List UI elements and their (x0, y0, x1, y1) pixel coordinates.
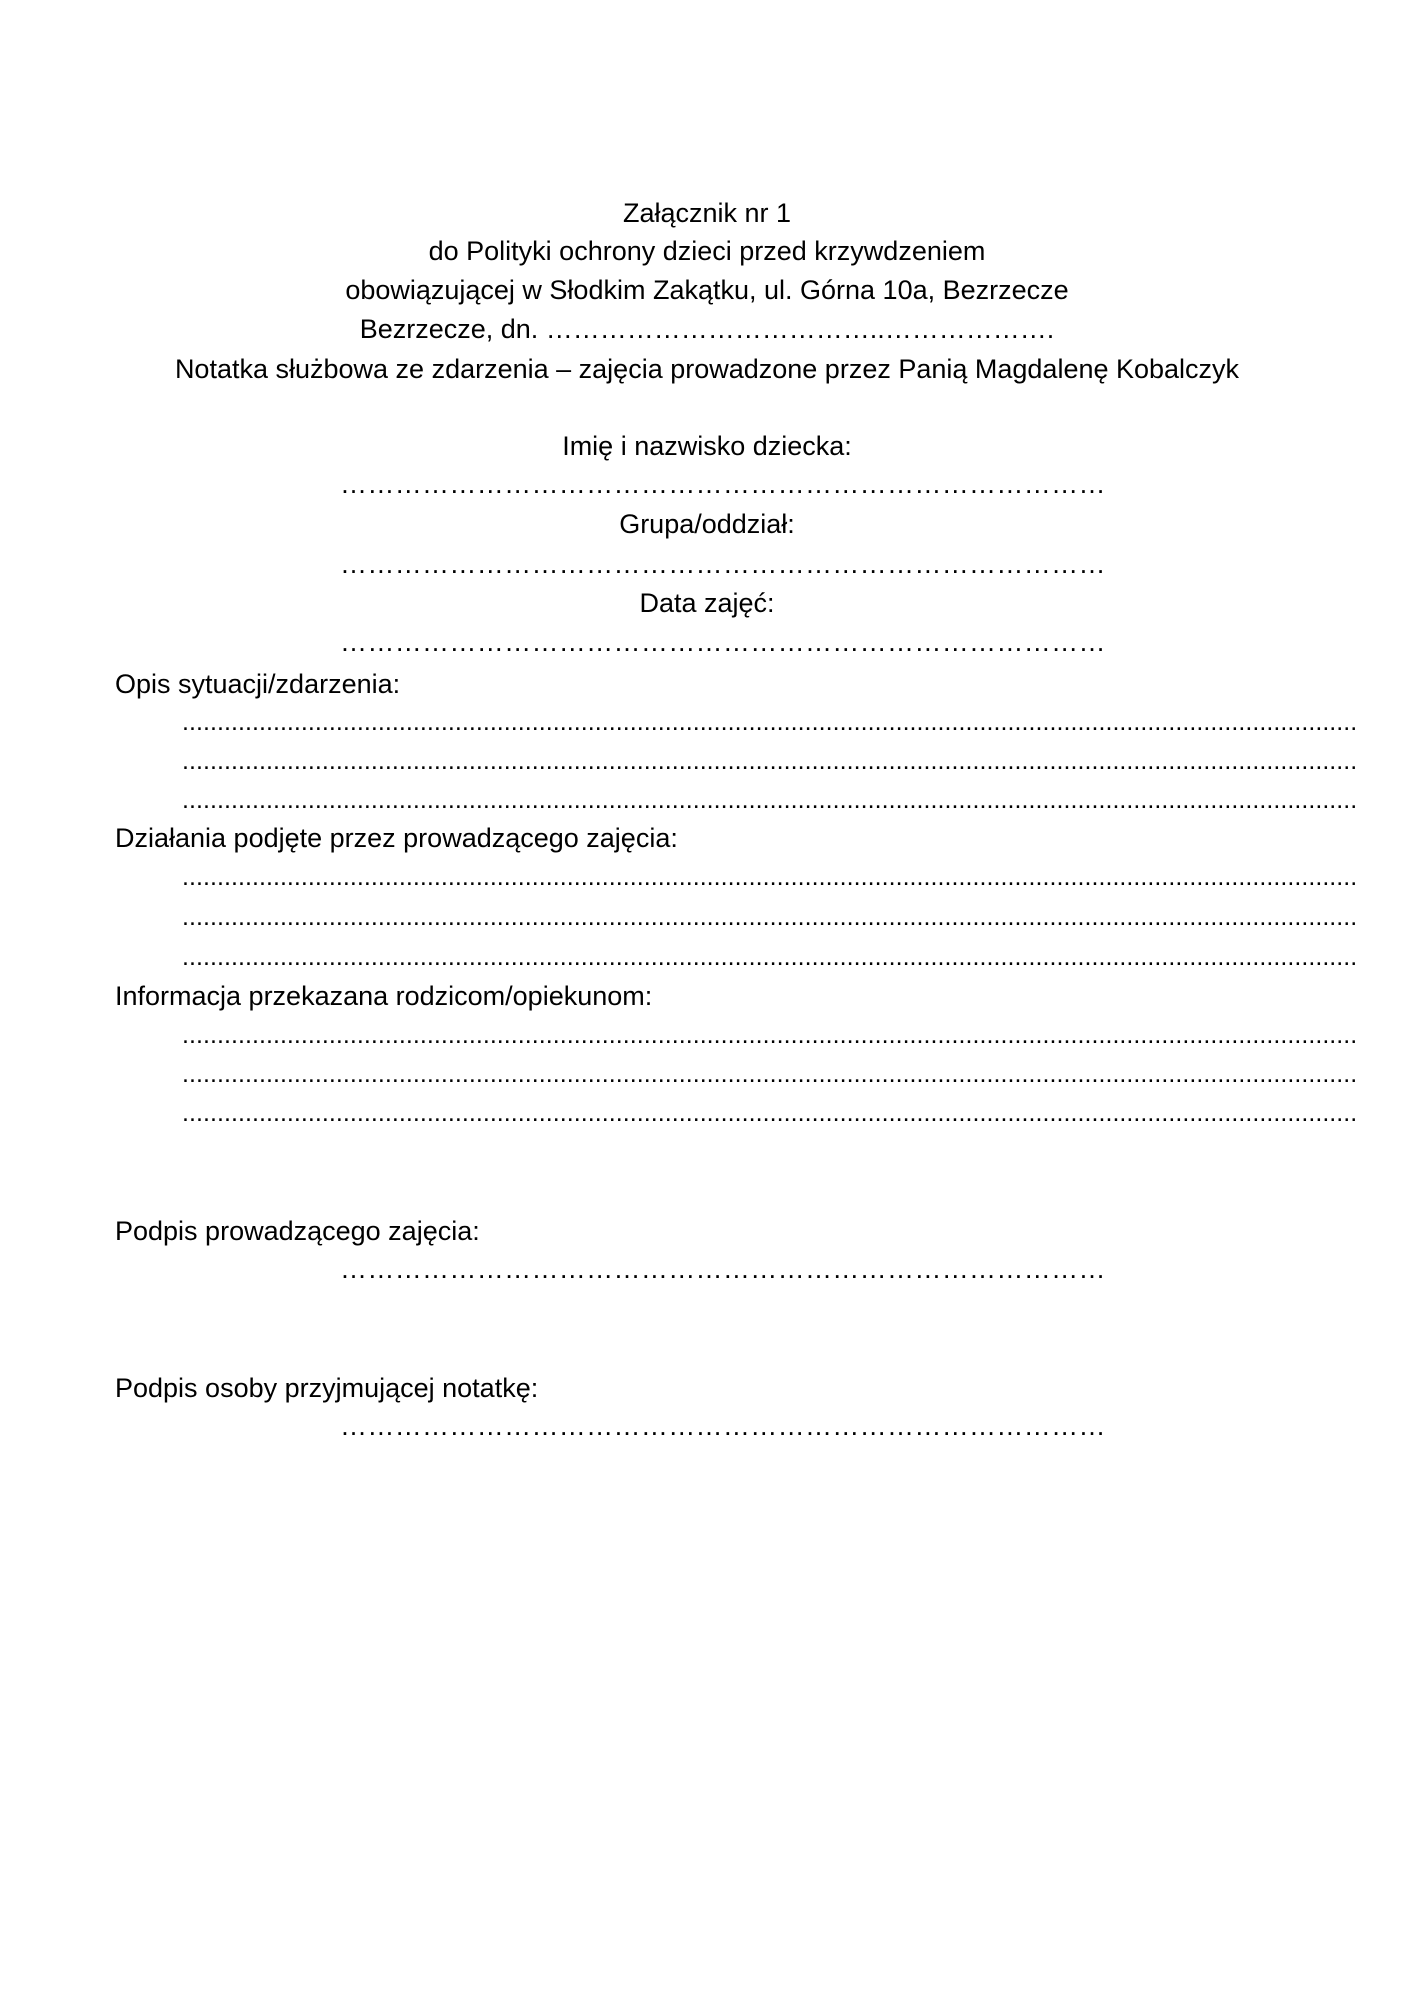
note-title: Notatka służbowa ze zdarzenia – zajęcia prowadzone przez Panią Magdalenę Kobalczyk (174, 354, 1240, 384)
class-date-label: Data zajęć: (639, 588, 775, 618)
child-name-field[interactable]: ………………………………………………………………………… (340, 469, 1106, 499)
description-field-line[interactable]: ........................................................................................................................................................................ (182, 786, 1358, 814)
actions-field-line[interactable]: ........................................................................................................................................................................ (182, 943, 1358, 971)
policy-title: do Polityki ochrony dzieci przed krzywdzeniem (428, 236, 986, 266)
instructor-signature-label: Podpis prowadzącego zajęcia: (115, 1216, 480, 1246)
parent-info-label: Informacja przekazana rodzicom/opiekunom: (115, 981, 653, 1011)
actions-field-line[interactable]: ........................................................................................................................................................................ (182, 903, 1358, 931)
parent-info-field-line[interactable]: ........................................................................................................................................................................ (182, 1099, 1358, 1127)
description-label: Opis sytuacji/zdarzenia: (115, 669, 401, 699)
attachment-number: Załącznik nr 1 (622, 198, 792, 228)
receiver-signature-label: Podpis osoby przyjmującej notatkę: (115, 1373, 539, 1403)
date-line[interactable]: Bezrzecze, dn. ………………………………..………………. (359, 314, 1055, 344)
group-label: Grupa/oddział: (619, 509, 795, 539)
actions-label: Działania podjęte przez prowadzącego zajęcia: (115, 823, 678, 853)
institution-address: obowiązującej w Słodkim Zakątku, ul. Górna 10a, Bezrzecze (345, 275, 1069, 305)
actions-field-line[interactable]: ........................................................................................................................................................................ (182, 863, 1358, 891)
description-field-line[interactable]: ........................................................................................................................................................................ (182, 708, 1358, 736)
group-field[interactable]: ………………………………………………………………………… (340, 549, 1106, 579)
class-date-field[interactable]: ………………………………………………………………………… (340, 627, 1106, 657)
parent-info-field-line[interactable]: ........................................................................................................................................................................ (182, 1021, 1358, 1049)
child-name-label: Imię i nazwisko dziecka: (562, 431, 852, 461)
parent-info-field-line[interactable]: ........................................................................................................................................................................ (182, 1060, 1358, 1088)
receiver-signature-field[interactable]: ………………………………………………………………………… (340, 1411, 1106, 1441)
description-field-line[interactable]: ........................................................................................................................................................................ (182, 747, 1358, 775)
instructor-signature-field[interactable]: ………………………………………………………………………… (340, 1254, 1106, 1284)
